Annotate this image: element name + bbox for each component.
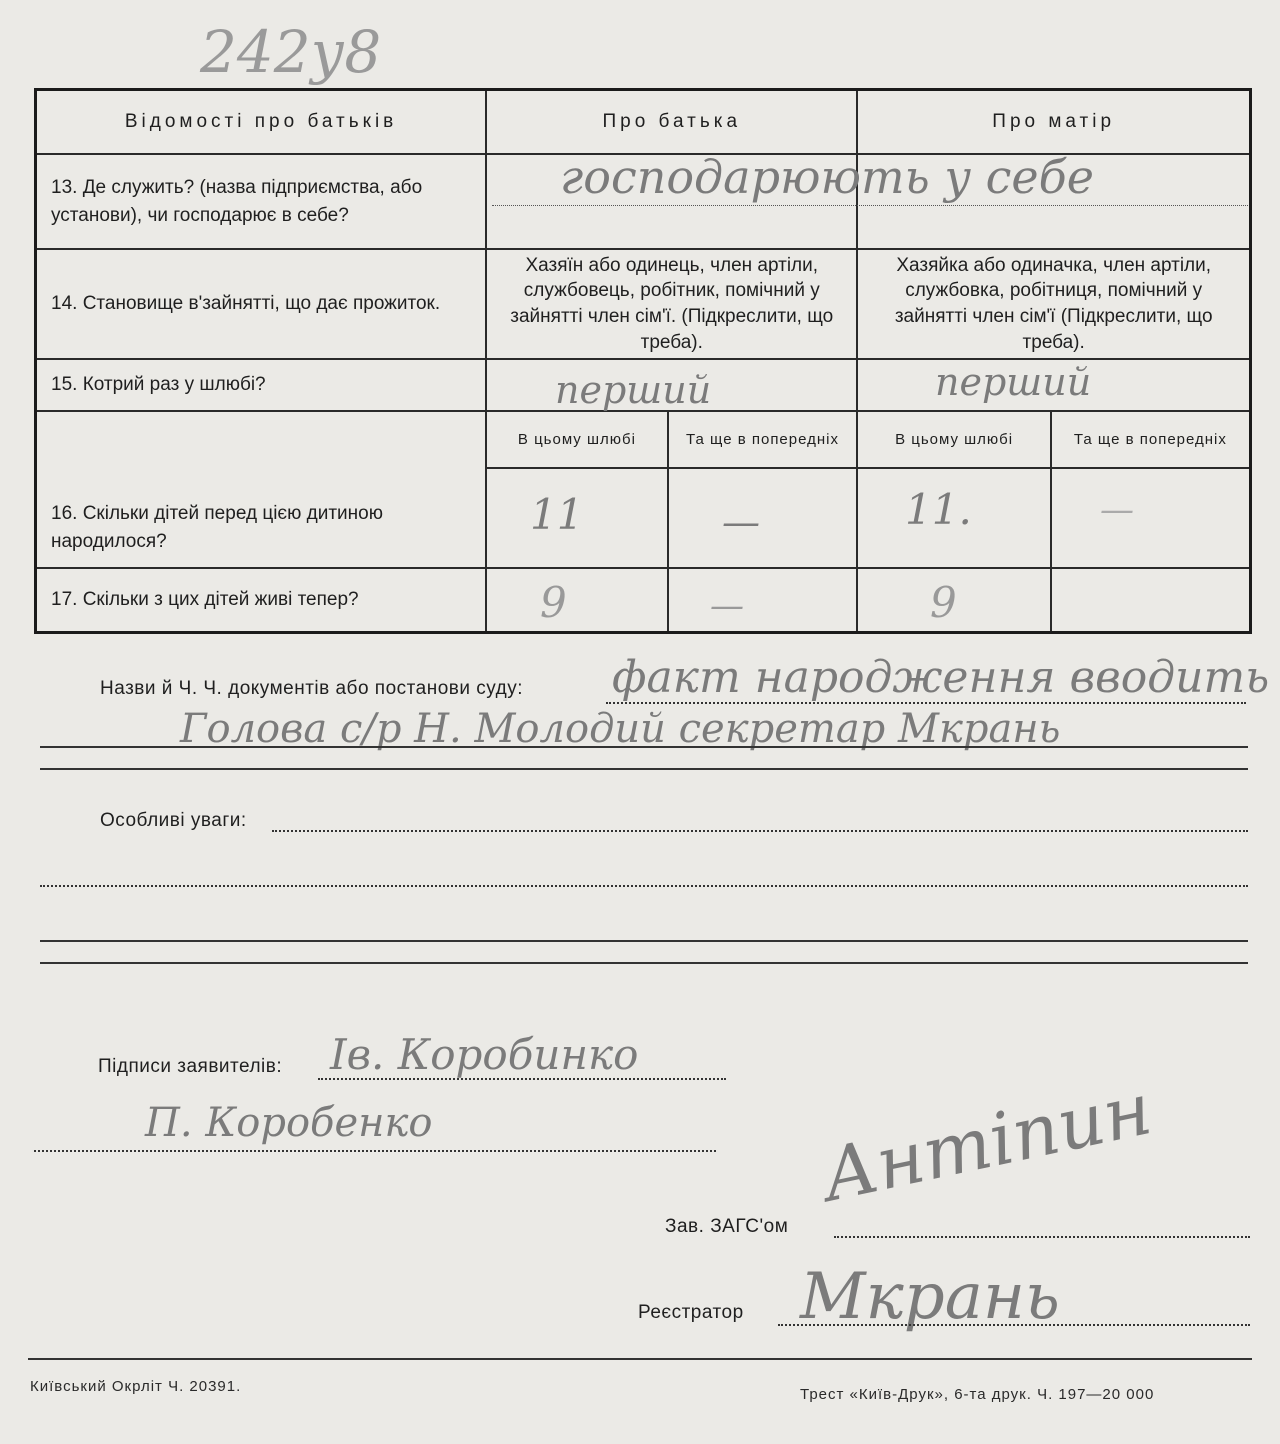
remarks-line-1 <box>272 830 1248 832</box>
zags-head-signature: Антіпин <box>814 1066 1159 1218</box>
header-mother: Про матір <box>857 90 1250 155</box>
zags-head-signature-line <box>834 1236 1250 1238</box>
handwritten-father-children-this: 11 <box>530 490 584 539</box>
mother-alive-prev <box>1051 568 1251 632</box>
handwritten-mother-marriage-count: перший <box>935 360 1092 404</box>
applicant-signature-1: Ів. Коробинко <box>330 1030 639 1079</box>
handwritten-documents-line-2: Голова с/р Н. Молодий секретар Мкрань <box>180 706 1061 752</box>
row-17 <box>36 568 1251 632</box>
applicant-signature-2: П. Коробенко <box>145 1100 433 1146</box>
footer-rule <box>28 1358 1252 1360</box>
documents-line-1 <box>606 702 1246 704</box>
remarks-line-3 <box>40 940 1248 942</box>
question-15: 15. Котрий раз у шлюбі? <box>36 359 487 411</box>
remarks-label: Особливі уваги: <box>100 810 247 831</box>
question-13: 13. Де служить? (назва підприємства, або установи), чи господарює в себе? <box>36 154 487 248</box>
footer-right-imprint: Трест «Київ-Друк», 6-та друк. Ч. 197—20 000 <box>800 1386 1155 1403</box>
father-sub-this-marriage: В цьому шлюбі <box>486 411 668 467</box>
mother-sub-previous: Та ще в попередніх <box>1051 411 1251 467</box>
header-father: Про батька <box>486 90 857 155</box>
header-parents-info: Відомості про батьків <box>36 90 487 155</box>
handwritten-answer-13: господарюють у себе <box>560 150 1094 204</box>
zags-head-label: Зав. ЗАГС'ом <box>665 1216 789 1237</box>
father-occupation-options: Хазяїн або одинець, член артіли, службовець, робітник, помічний у зайнятті член сім'ї. (Підкреслити, що треба). <box>486 249 857 360</box>
question-17: 17. Скільки з цих дітей живі тепер? <box>36 568 487 632</box>
handwritten-mother-alive-this: 9 <box>930 578 957 627</box>
father-children-prev <box>668 468 858 568</box>
registrar-signature-line <box>778 1324 1250 1326</box>
mother-occupation-options: Хазяйка або одиначка, член артіли, службовка, робітниця, помічний у зайнятті член сім'ї (Підкреслити, що треба). <box>857 249 1250 360</box>
question-14: 14. Становище в'зайнятті, що дає прожиток. <box>36 249 487 360</box>
registrar-label: Реєстратор <box>638 1302 744 1323</box>
table-header-row <box>36 90 1251 155</box>
handwritten-father-alive-this: 9 <box>540 578 567 627</box>
applicant-signature-line-1 <box>318 1078 726 1080</box>
remarks-line-4 <box>40 962 1248 964</box>
handwritten-father-alive-prev: — <box>710 586 744 626</box>
handwritten-mother-children-prev: — <box>1100 490 1134 530</box>
question-16: 16. Скільки дітей перед цією дитиною народилося? <box>36 411 487 568</box>
applicant-signatures-label: Підписи заявителів: <box>98 1056 283 1077</box>
father-alive-prev <box>668 568 858 632</box>
documents-label: Назви й Ч. Ч. документів або постанови суду: <box>100 678 523 699</box>
handwritten-documents-line-1: факт народження вводить <box>612 652 1270 703</box>
answer-13-underline <box>492 205 1248 206</box>
father-sub-previous: Та ще в попередніх <box>668 411 858 467</box>
applicant-signature-line-2 <box>34 1150 716 1152</box>
remarks-line-2 <box>40 885 1248 887</box>
documents-line-2 <box>40 746 1248 748</box>
father-alive-this <box>486 568 668 632</box>
row-14 <box>36 249 1251 360</box>
row-16-subheader <box>36 411 1251 467</box>
documents-line-3 <box>40 768 1248 770</box>
mother-sub-this-marriage: В цьому шлюбі <box>857 411 1050 467</box>
archive-number: 242у8 <box>200 18 382 86</box>
mother-children-prev <box>1051 468 1251 568</box>
handwritten-mother-children-this: 11. <box>905 485 972 534</box>
footer-left-imprint: Київський Окрліт Ч. 20391. <box>30 1378 242 1395</box>
handwritten-father-children-prev: — <box>722 500 760 544</box>
registrar-signature: Мкрань <box>800 1260 1060 1334</box>
handwritten-father-marriage-count: перший <box>555 368 712 412</box>
